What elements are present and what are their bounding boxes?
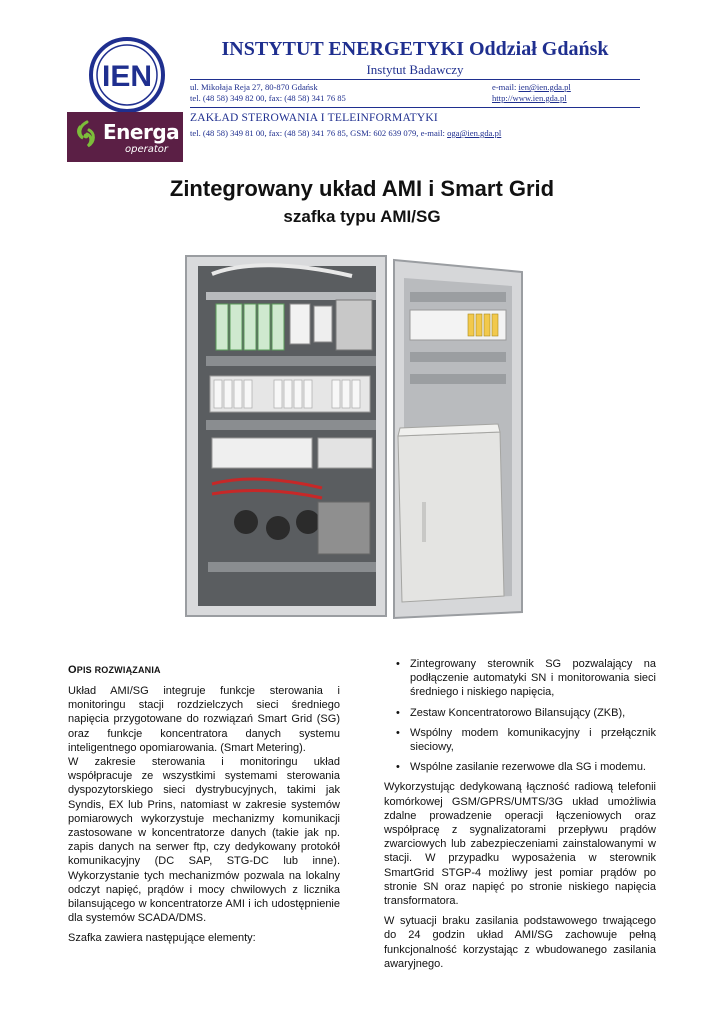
- right-paragraph: Wykorzystując dedykowaną łączność radiową telefonii komórkowej GSM/GPRS/UMTS/3G układ umożliwia zdalne prowadzenie operacji łączeniowych oraz współpracę z sygnalizatorami przepływu prądów zwarciowych lub zabezpieczeniami zainstalowanymi w stacji. W przypadku wyposażenia w sterownik SmartGrid STGP-4 możliwy jest pomiar prądów po stronie SN oraz napięć po stronie niskiego napięcia transformatora.: [384, 781, 656, 908]
- cabinet-photo: [182, 252, 527, 622]
- left-paragraph: W zakresie sterowania i monitoringu układ współpracuje ze wszystkimi systemami sterowania dyspozytorskiego sieci dystrybucyjnych, takimi jak Syndis, EX lub Prins, natomiast w zakresie systemów pomiarowych wykorzystuje mechanizmy komunikacji zastosowane w koncentratorze danych (takie jak np. zapis danych na serwer ftp, czy dedykowany protokół komunikacyjny (DC SAP, STG-DC lub inne). Wykorzystanie tych mechanizmów pozwala na lokalny odczyt napięć, prądów i mocy chwilowych z licznika bilansującego w koncentratorze AMI i ich udostępnienie dla systemów SCADA/DMS.: [68, 756, 340, 925]
- list-item: [384, 706, 656, 720]
- list-item: [384, 657, 656, 700]
- list-item-text: Wspólne zasilanie rezerwowe dla SG i modemu.: [410, 761, 646, 774]
- institute-email-line: [492, 82, 571, 93]
- header-rule-top: [190, 79, 640, 80]
- institute-address: ul. Mikołaja Reja 27, 80-870 Gdańsk: [190, 82, 318, 92]
- right-paragraph: W sytuacji braku zasilania podstawowego trwającego do 24 godzin układ AMI/SG zachowuje pełną funkcjonalność korzystając z wbudowanego zasilania awaryjnego.: [384, 915, 656, 970]
- email-prefix: e-mail:: [492, 82, 519, 92]
- right-column: [384, 657, 656, 977]
- energa-operator-logo: [67, 112, 183, 162]
- institute-phone: tel. (48 58) 349 82 00, fax: (48 58) 341 76 85: [190, 93, 346, 103]
- energa-logo-sub: operator: [125, 144, 169, 155]
- left-column: [68, 684, 340, 946]
- ien-logo-text: IEN: [101, 60, 153, 93]
- department-contact: [190, 128, 501, 139]
- bullet-icon: •: [396, 726, 400, 739]
- bullet-icon: •: [396, 706, 400, 719]
- institute-subtitle: Instytut Badawczy: [366, 62, 464, 77]
- section-heading-rest: PIS ROZWIĄZANIA: [76, 665, 161, 675]
- list-item-text: Wspólny modem komunikacyjny i przełącznik sieciowy,: [410, 726, 656, 754]
- document-subtitle: szafka typu AMI/SG: [283, 207, 441, 226]
- section-heading-initial: O: [68, 664, 77, 676]
- department-email-link[interactable]: oga@ien.gda.pl: [447, 128, 502, 138]
- department-contact-text: tel. (48 58) 349 81 00, fax: (48 58) 341 76 85, GSM: 602 639 079, e-mail:: [190, 128, 448, 138]
- energa-logo-name: Energa: [103, 120, 180, 144]
- bullet-icon: •: [396, 761, 400, 774]
- department-name: ZAKŁAD STEROWANIA I TELEINFORMATYKI: [190, 112, 438, 124]
- list-item-text: Zestaw Koncentratorowo Bilansujący (ZKB),: [410, 706, 626, 719]
- institute-website-link[interactable]: http://www.ien.gda.pl: [492, 93, 567, 103]
- left-paragraph: Szafka zawiera następujące elementy:: [68, 932, 256, 945]
- list-item: [384, 726, 656, 754]
- institute-title: INSTYTUT ENERGETYKI Oddział Gdańsk: [221, 38, 609, 60]
- energa-swirl-icon: [75, 120, 99, 150]
- institute-website-line: [492, 93, 567, 104]
- list-item-text: Zintegrowany sterownik SG pozwalający na podłączenie automatyki SN i monitorowania sieci średniego i niskiego napięcia,: [410, 658, 656, 699]
- list-item: [384, 760, 656, 774]
- header-rule-middle: [190, 107, 640, 108]
- institute-email-link[interactable]: ien@ien.gda.pl: [518, 82, 571, 92]
- bullet-icon: •: [396, 658, 400, 670]
- section-heading: [68, 664, 161, 676]
- ien-logo: [88, 36, 166, 114]
- element-list: [384, 657, 656, 774]
- left-paragraph: Układ AMI/SG integruje funkcje sterowania i monitoringu stacji rozdzielczych sieci średniego napięcia przygotowane do rozwiązań Smart Grid (SG) oraz funkcje koncentratora danych systemu inteligentnego opomiarowania. (Smart Metering).: [68, 685, 340, 754]
- document-title: Zintegrowany układ AMI i Smart Grid: [169, 176, 555, 201]
